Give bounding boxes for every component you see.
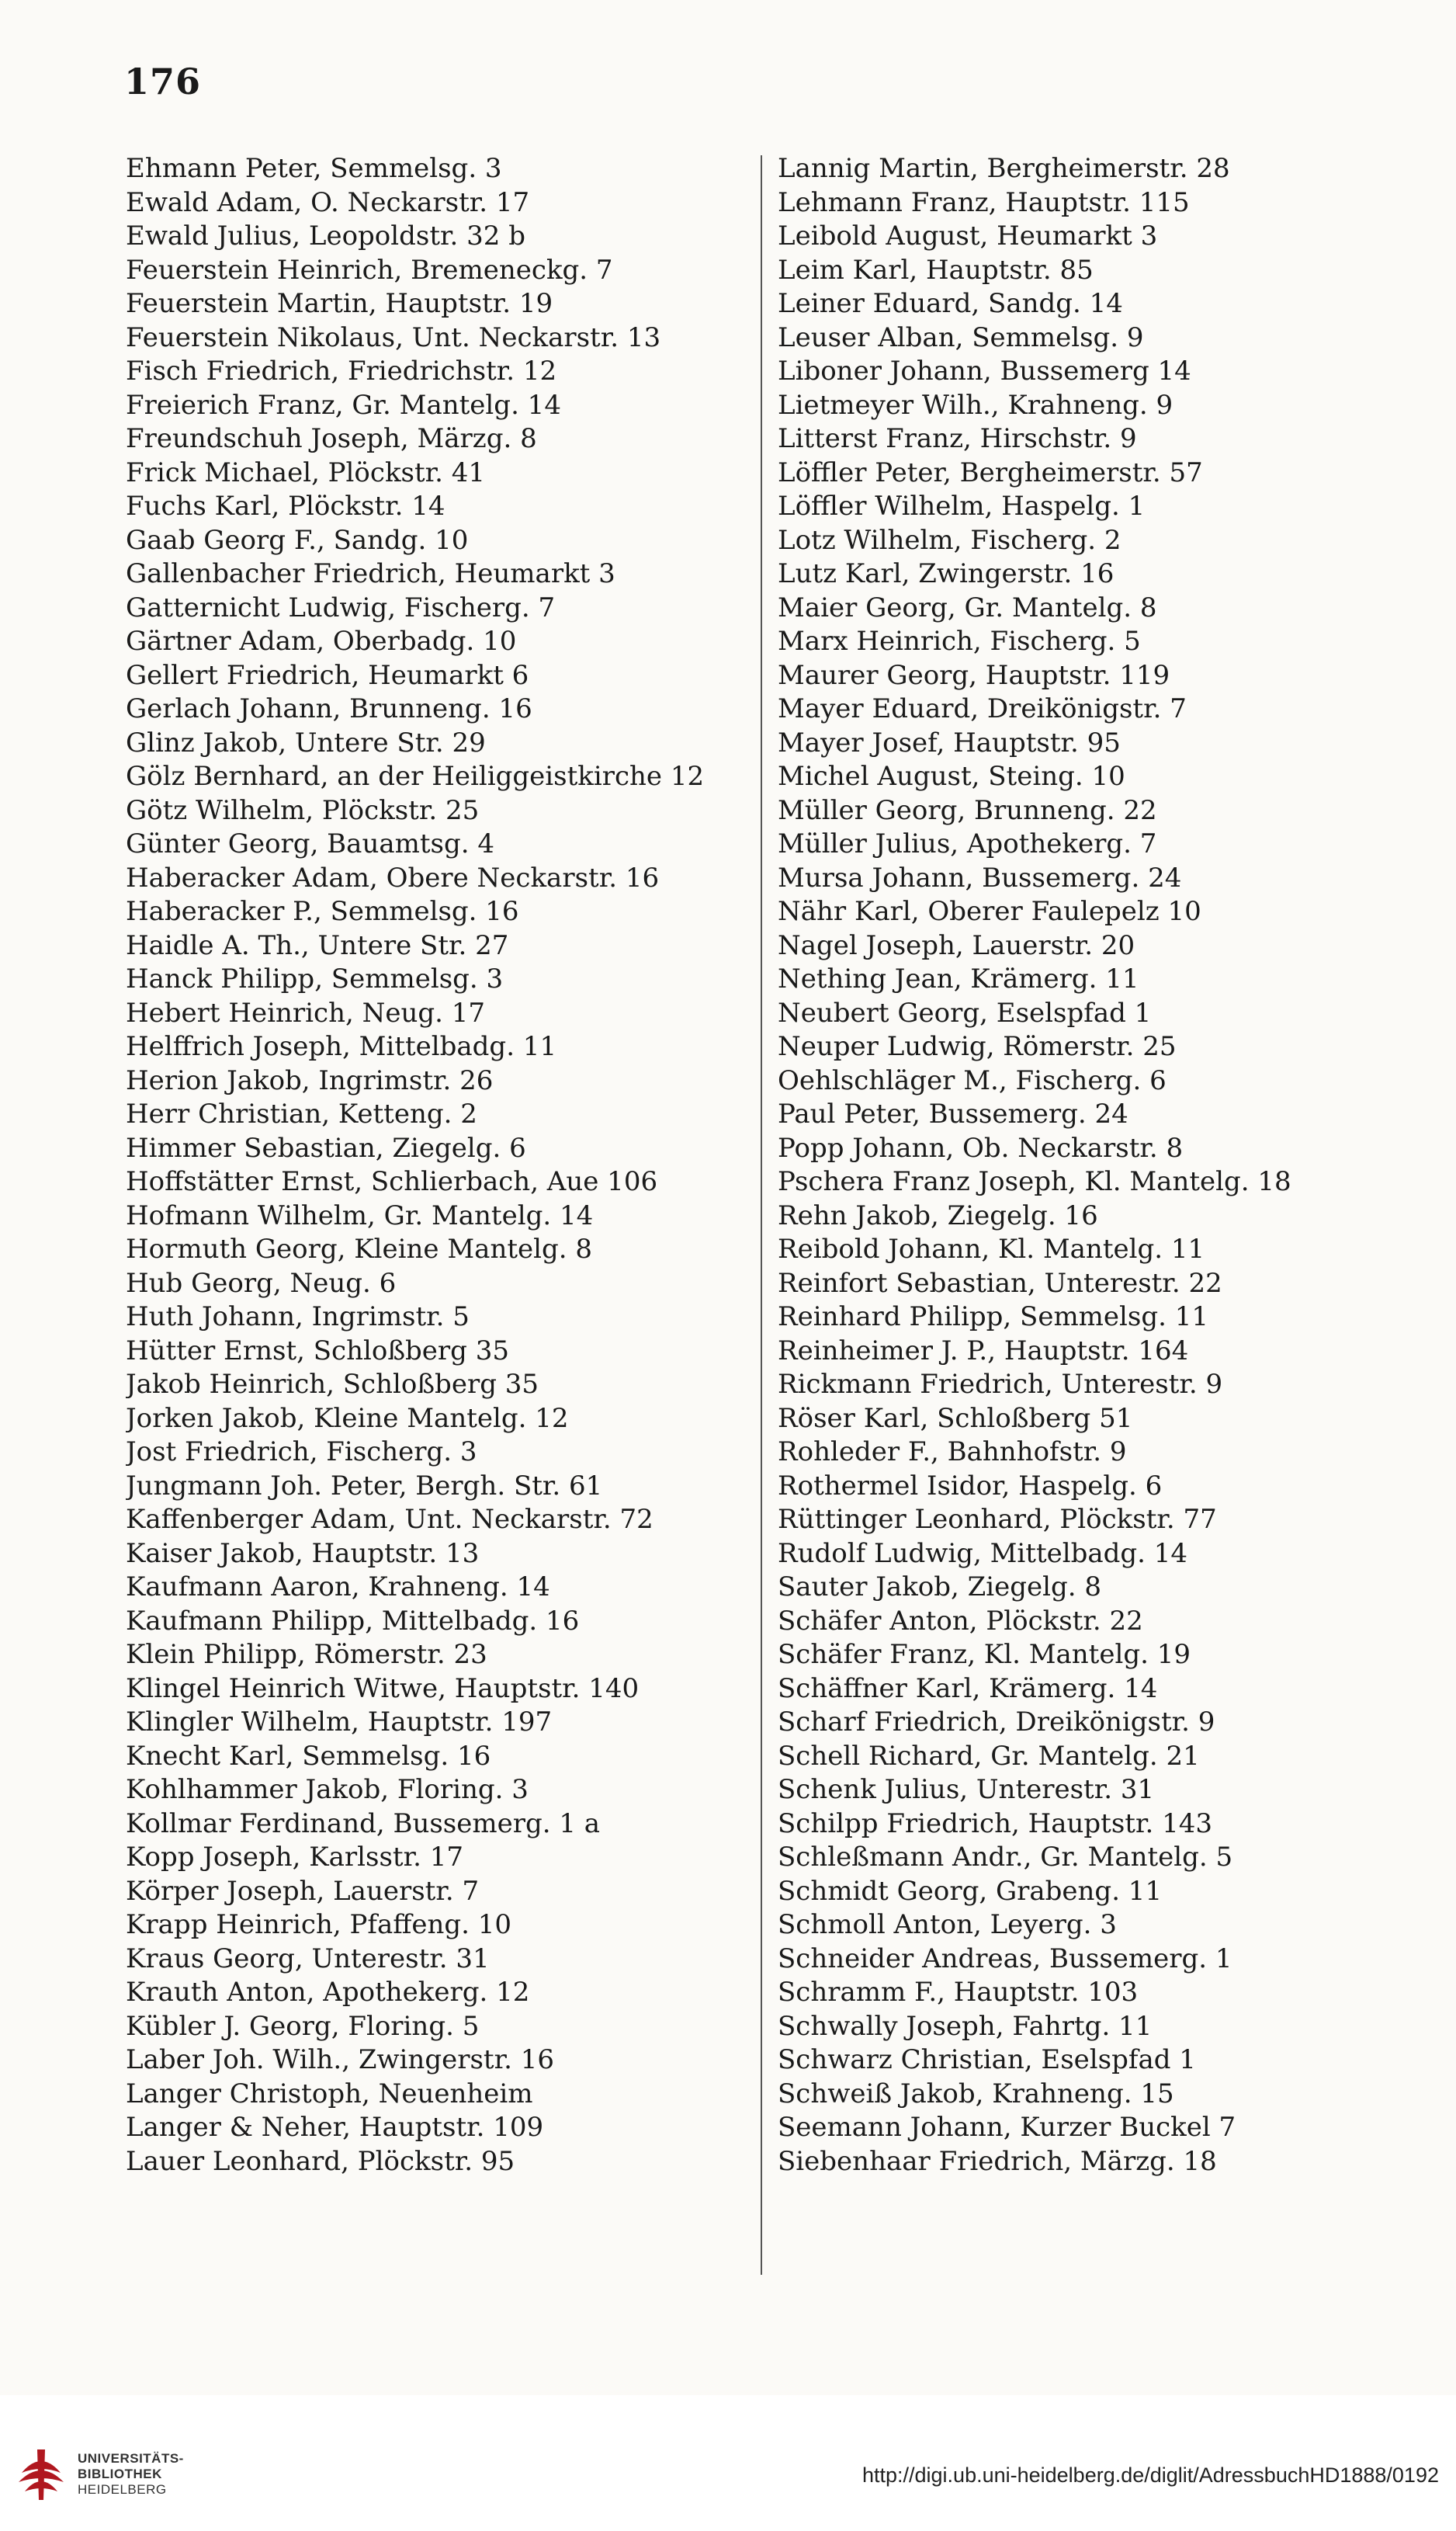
source-url-link[interactable]: http://digi.ub.uni-heidelberg.de/diglit/AdressbuchHD1888/0192 bbox=[861, 2463, 1439, 2487]
directory-entry: Rehn Jakob, Ziegelg. 16 bbox=[778, 1200, 1098, 1231]
directory-entry: Hütter Ernst, Schloßberg 35 bbox=[126, 1335, 510, 1366]
directory-entry: Hebert Heinrich, Neug. 17 bbox=[126, 997, 486, 1029]
directory-entry: Langer Christoph, Neuenheim bbox=[126, 2078, 533, 2109]
directory-entry: Schäfer Anton, Plöckstr. 22 bbox=[778, 1605, 1143, 1637]
directory-entry: Götz Wilhelm, Plöckstr. 25 bbox=[126, 794, 480, 826]
directory-entry: Schenk Julius, Unterestr. 31 bbox=[778, 1774, 1155, 1805]
directory-entry: Maurer Georg, Hauptstr. 119 bbox=[778, 659, 1170, 691]
directory-entry: Ewald Julius, Leopoldstr. 32 b bbox=[126, 220, 525, 252]
directory-entry: Klingel Heinrich Witwe, Hauptstr. 140 bbox=[126, 1672, 640, 1704]
directory-entry: Reinheimer J. P., Hauptstr. 164 bbox=[778, 1335, 1189, 1366]
directory-entry: Kaufmann Aaron, Krahneng. 14 bbox=[126, 1571, 550, 1602]
directory-entry: Klingler Wilhelm, Hauptstr. 197 bbox=[126, 1706, 553, 1738]
page-number: 176 bbox=[124, 61, 202, 102]
library-name-line2: BIBLIOTHEK bbox=[78, 2467, 162, 2481]
directory-entry: Lehmann Franz, Hauptstr. 115 bbox=[778, 186, 1190, 218]
directory-entry: Neubert Georg, Eselspfad 1 bbox=[778, 997, 1152, 1029]
directory-entry: Leiner Eduard, Sandg. 14 bbox=[778, 288, 1123, 319]
column-divider bbox=[761, 155, 762, 2275]
directory-entry: Kaufmann Philipp, Mittelbadg. 16 bbox=[126, 1605, 580, 1637]
directory-entry: Leim Karl, Hauptstr. 85 bbox=[778, 254, 1094, 286]
directory-entry: Liboner Johann, Bussemerg 14 bbox=[778, 356, 1191, 387]
university-library-logo-icon bbox=[14, 2442, 68, 2504]
directory-entry: Schwarz Christian, Eselspfad 1 bbox=[778, 2044, 1196, 2075]
directory-entry: Jungmann Joh. Peter, Bergh. Str. 61 bbox=[126, 1470, 603, 1502]
directory-entry: Laber Joh. Wilh., Zwingerstr. 16 bbox=[126, 2044, 554, 2075]
directory-entry: Schäfer Franz, Kl. Mantelg. 19 bbox=[778, 1639, 1191, 1670]
left-column-list bbox=[126, 152, 747, 2179]
directory-entry: Schell Richard, Gr. Mantelg. 21 bbox=[778, 1740, 1200, 1772]
directory-entry: Siebenhaar Friedrich, Märzg. 18 bbox=[778, 2145, 1217, 2177]
directory-entry: Ehmann Peter, Semmelsg. 3 bbox=[126, 153, 502, 184]
directory-entry: Himmer Sebastian, Ziegelg. 6 bbox=[126, 1132, 526, 1164]
directory-entry: Kraus Georg, Unterestr. 31 bbox=[126, 1943, 490, 1974]
directory-entry: Litterst Franz, Hirschstr. 9 bbox=[778, 423, 1137, 454]
directory-entry: Pschera Franz Joseph, Kl. Mantelg. 18 bbox=[778, 1166, 1291, 1197]
directory-entry: Müller Julius, Apothekerg. 7 bbox=[778, 828, 1157, 859]
directory-entry: Popp Johann, Ob. Neckarstr. 8 bbox=[778, 1132, 1184, 1164]
directory-entry: Helffrich Joseph, Mittelbadg. 11 bbox=[126, 1031, 557, 1062]
directory-entry: Huth Johann, Ingrimstr. 5 bbox=[126, 1301, 470, 1332]
directory-entry: Kohlhammer Jakob, Floring. 3 bbox=[126, 1774, 529, 1805]
footer-bar bbox=[0, 2395, 1456, 2531]
directory-entry: Freierich Franz, Gr. Mantelg. 14 bbox=[126, 389, 561, 421]
directory-entry: Feuerstein Nikolaus, Unt. Neckarstr. 13 bbox=[126, 321, 661, 353]
directory-entry: Schweiß Jakob, Krahneng. 15 bbox=[778, 2078, 1174, 2109]
directory-entry: Reinfort Sebastian, Unterestr. 22 bbox=[778, 1267, 1222, 1299]
library-name bbox=[78, 2451, 184, 2498]
directory-entry: Oehlschläger M., Fischerg. 6 bbox=[778, 1064, 1167, 1096]
directory-entry: Günter Georg, Bauamtsg. 4 bbox=[126, 828, 494, 859]
directory-entry: Röser Karl, Schloßberg 51 bbox=[778, 1402, 1133, 1434]
directory-entry: Kopp Joseph, Karlsstr. 17 bbox=[126, 1842, 463, 1873]
directory-entry: Knecht Karl, Semmelsg. 16 bbox=[126, 1740, 491, 1772]
directory-entry: Fuchs Karl, Plöckstr. 14 bbox=[126, 491, 445, 522]
directory-entry: Schwally Joseph, Fahrtg. 11 bbox=[778, 2010, 1153, 2042]
directory-entry: Nähr Karl, Oberer Faulepelz 10 bbox=[778, 896, 1201, 927]
directory-entry: Leibold August, Heumarkt 3 bbox=[778, 220, 1158, 252]
directory-entry: Langer & Neher, Hauptstr. 109 bbox=[126, 2112, 544, 2143]
directory-entry: Feuerstein Martin, Hauptstr. 19 bbox=[126, 288, 553, 319]
directory-entry: Schramm F., Hauptstr. 103 bbox=[778, 1977, 1139, 2008]
directory-entry: Rudolf Ludwig, Mittelbadg. 14 bbox=[778, 1537, 1188, 1569]
directory-entry: Rothermel Isidor, Haspelg. 6 bbox=[778, 1470, 1163, 1502]
directory-entry: Hormuth Georg, Kleine Mantelg. 8 bbox=[126, 1234, 593, 1265]
library-name-line3: HEIDELBERG bbox=[78, 2482, 167, 2497]
directory-entry: Gaab Georg F., Sandg. 10 bbox=[126, 524, 469, 556]
directory-entry: Gerlach Johann, Brunneng. 16 bbox=[126, 693, 532, 724]
directory-entry: Hub Georg, Neug. 6 bbox=[126, 1267, 397, 1299]
directory-entry: Gatternicht Ludwig, Fischerg. 7 bbox=[126, 592, 556, 623]
directory-entry: Haberacker P., Semmelsg. 16 bbox=[126, 896, 519, 927]
directory-entry: Fisch Friedrich, Friedrichstr. 12 bbox=[126, 356, 557, 387]
directory-entry: Lauer Leonhard, Plöckstr. 95 bbox=[126, 2145, 515, 2177]
directory-entry: Löffler Wilhelm, Haspelg. 1 bbox=[778, 491, 1146, 522]
directory-entry: Jorken Jakob, Kleine Mantelg. 12 bbox=[126, 1402, 569, 1434]
directory-entry: Schilpp Friedrich, Hauptstr. 143 bbox=[778, 1807, 1212, 1839]
right-column-list bbox=[778, 152, 1399, 2179]
directory-entry: Rüttinger Leonhard, Plöckstr. 77 bbox=[778, 1504, 1217, 1535]
directory-entry: Reibold Johann, Kl. Mantelg. 11 bbox=[778, 1234, 1205, 1265]
directory-entry: Schäffner Karl, Krämerg. 14 bbox=[778, 1672, 1158, 1704]
directory-entry: Glinz Jakob, Untere Str. 29 bbox=[126, 727, 486, 759]
directory-entry: Lietmeyer Wilh., Krahneng. 9 bbox=[778, 389, 1173, 421]
directory-entry: Gärtner Adam, Oberbadg. 10 bbox=[126, 626, 517, 657]
directory-entry: Frick Michael, Plöckstr. 41 bbox=[126, 457, 486, 488]
directory-entry: Hoffstätter Ernst, Schlierbach, Aue 106 bbox=[126, 1166, 658, 1197]
directory-entry: Kaffenberger Adam, Unt. Neckarstr. 72 bbox=[126, 1504, 653, 1535]
directory-entry: Marx Heinrich, Fischerg. 5 bbox=[778, 626, 1141, 657]
directory-entry: Schneider Andreas, Bussemerg. 1 bbox=[778, 1943, 1232, 1974]
directory-entry: Seemann Johann, Kurzer Buckel 7 bbox=[778, 2112, 1236, 2143]
directory-entry: Krauth Anton, Apothekerg. 12 bbox=[126, 1977, 530, 2008]
directory-entry: Jost Friedrich, Fischerg. 3 bbox=[126, 1436, 477, 1467]
directory-entry: Haidle A. Th., Untere Str. 27 bbox=[126, 929, 509, 961]
directory-entry: Lannig Martin, Bergheimerstr. 28 bbox=[778, 153, 1230, 184]
directory-entry: Lutz Karl, Zwingerstr. 16 bbox=[778, 558, 1115, 589]
directory-entry: Maier Georg, Gr. Mantelg. 8 bbox=[778, 592, 1157, 623]
directory-entry: Hanck Philipp, Semmelsg. 3 bbox=[126, 963, 504, 995]
directory-entry: Gellert Friedrich, Heumarkt 6 bbox=[126, 659, 529, 691]
directory-entry: Haberacker Adam, Obere Neckarstr. 16 bbox=[126, 862, 660, 894]
directory-entry: Mayer Eduard, Dreikönigstr. 7 bbox=[778, 693, 1187, 724]
directory-entry: Leuser Alban, Semmelsg. 9 bbox=[778, 321, 1144, 353]
directory-entry: Jakob Heinrich, Schloßberg 35 bbox=[126, 1369, 539, 1400]
directory-entry: Schmoll Anton, Leyerg. 3 bbox=[778, 1909, 1117, 1940]
directory-entry: Feuerstein Heinrich, Bremeneckg. 7 bbox=[126, 254, 613, 286]
directory-entry: Körper Joseph, Lauerstr. 7 bbox=[126, 1875, 480, 1907]
directory-entry: Herion Jakob, Ingrimstr. 26 bbox=[126, 1064, 494, 1096]
directory-entry: Scharf Friedrich, Dreikönigstr. 9 bbox=[778, 1706, 1215, 1738]
directory-entry: Hofmann Wilhelm, Gr. Mantelg. 14 bbox=[126, 1200, 594, 1231]
directory-entry: Lotz Wilhelm, Fischerg. 2 bbox=[778, 524, 1121, 556]
directory-entry: Kaiser Jakob, Hauptstr. 13 bbox=[126, 1537, 480, 1569]
directory-entry: Reinhard Philipp, Semmelsg. 11 bbox=[778, 1301, 1209, 1332]
directory-entry: Gölz Bernhard, an der Heiliggeistkirche 12 bbox=[126, 761, 705, 792]
directory-entry: Kollmar Ferdinand, Bussemerg. 1 a bbox=[126, 1807, 601, 1839]
directory-entry: Müller Georg, Brunneng. 22 bbox=[778, 794, 1157, 826]
directory-entry: Nagel Joseph, Lauerstr. 20 bbox=[778, 929, 1135, 961]
directory-entry: Freundschuh Joseph, Märzg. 8 bbox=[126, 423, 537, 454]
directory-entry: Mursa Johann, Bussemerg. 24 bbox=[778, 862, 1182, 894]
directory-entry: Mayer Josef, Hauptstr. 95 bbox=[778, 727, 1121, 759]
directory-entry: Michel August, Steing. 10 bbox=[778, 761, 1125, 792]
directory-entry: Kübler J. Georg, Floring. 5 bbox=[126, 2010, 480, 2042]
directory-entry: Neuper Ludwig, Römerstr. 25 bbox=[778, 1031, 1177, 1062]
directory-entry: Löffler Peter, Bergheimerstr. 57 bbox=[778, 457, 1203, 488]
directory-entry: Schmidt Georg, Grabeng. 11 bbox=[778, 1875, 1163, 1907]
directory-entry: Rohleder F., Bahnhofstr. 9 bbox=[778, 1436, 1127, 1467]
directory-entry: Herr Christian, Ketteng. 2 bbox=[126, 1099, 477, 1130]
directory-entry: Schleßmann Andr., Gr. Mantelg. 5 bbox=[778, 1842, 1233, 1873]
directory-entry: Rickmann Friedrich, Unterestr. 9 bbox=[778, 1369, 1223, 1400]
directory-entry: Sauter Jakob, Ziegelg. 8 bbox=[778, 1571, 1102, 1602]
directory-entry: Ewald Adam, O. Neckarstr. 17 bbox=[126, 186, 530, 218]
directory-entry: Nething Jean, Krämerg. 11 bbox=[778, 963, 1139, 995]
directory-entry: Klein Philipp, Römerstr. 23 bbox=[126, 1639, 487, 1670]
library-name-line1: UNIVERSITÄTS- bbox=[78, 2451, 184, 2466]
directory-entry: Paul Peter, Bussemerg. 24 bbox=[778, 1099, 1128, 1130]
directory-entry: Krapp Heinrich, Pfaffeng. 10 bbox=[126, 1909, 512, 1940]
directory-entry: Gallenbacher Friedrich, Heumarkt 3 bbox=[126, 558, 615, 589]
